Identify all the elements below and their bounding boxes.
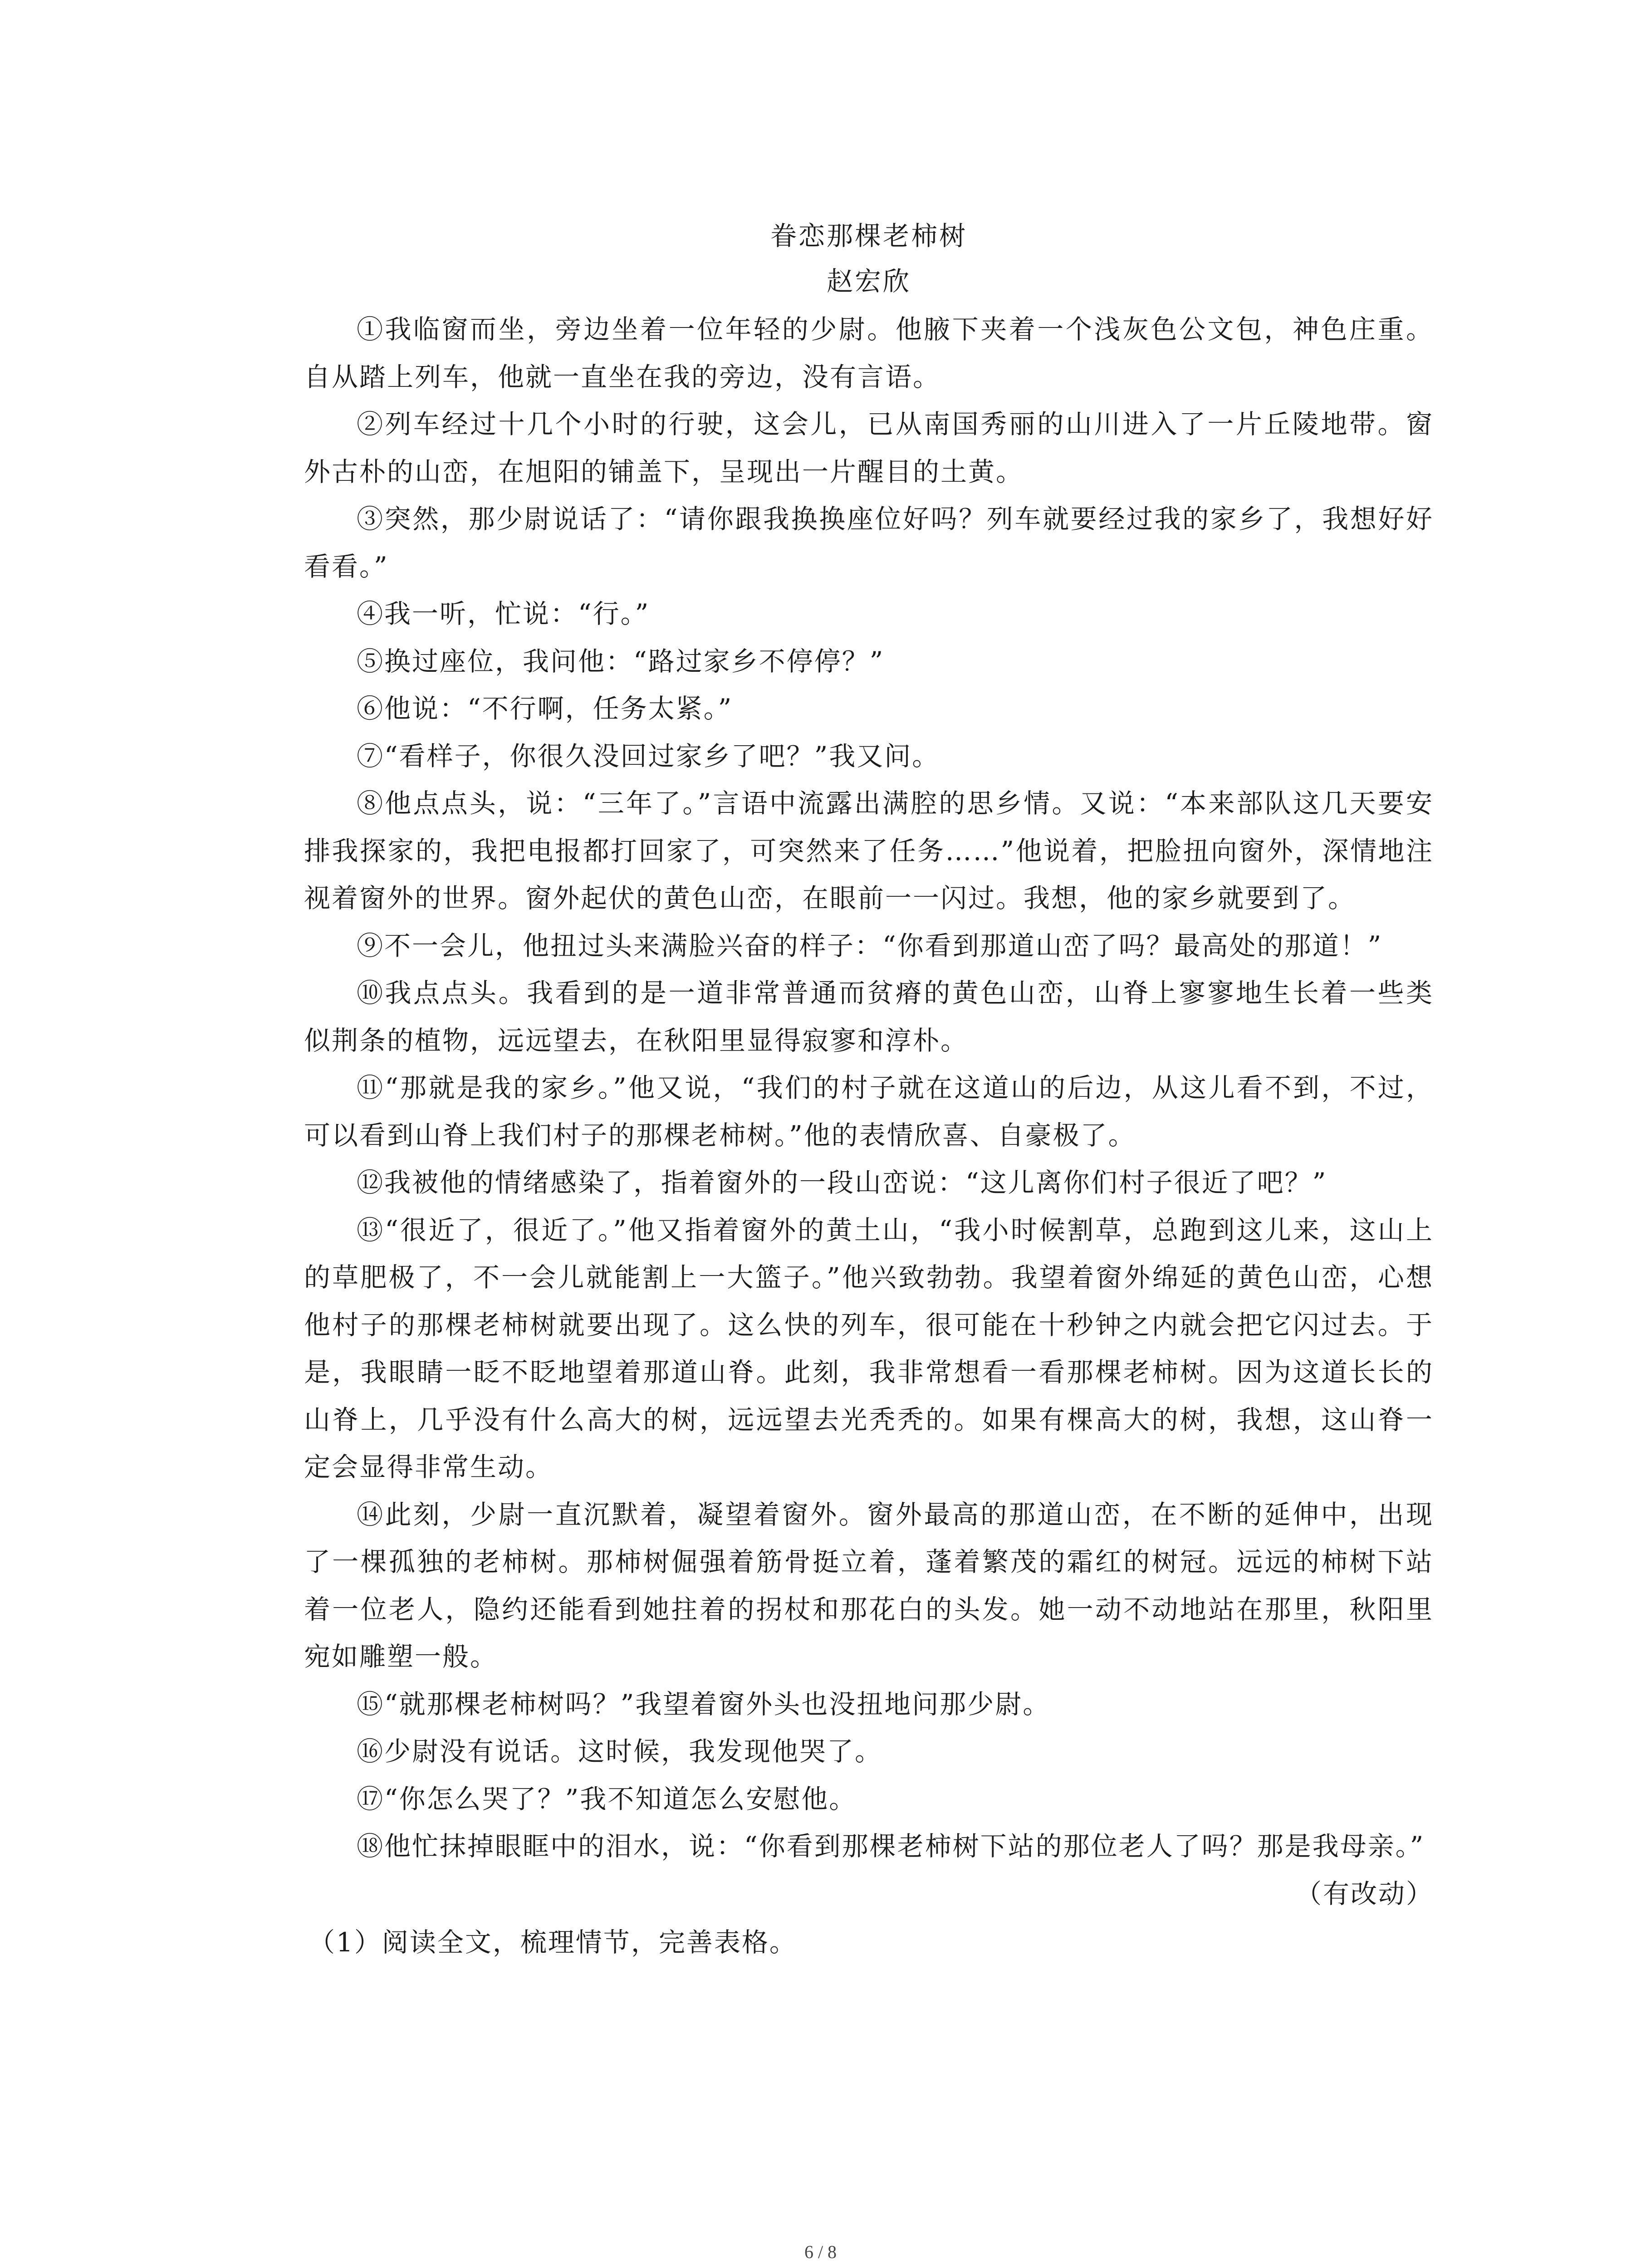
paragraph-6: ⑥他说：“不行啊，任务太紧。” — [357, 693, 733, 724]
article-author: 赵宏欣 — [826, 266, 911, 297]
paragraph-12: ⑫我被他的情绪感染了，指着窗外的一段山峦说：“这儿离你们村子很近了吧？” — [357, 1167, 1327, 1198]
paragraph-10: ⑩我点点头。我看到的是一道非常普通而贫瘠的黄色山峦，山脊上寥寥地生长着一些类似荆条的植物，远远望去，在秋阳里显得寂寥和淳朴。 — [304, 978, 1434, 1056]
paragraph-18: ⑱他忙抹掉眼眶中的泪水，说：“你看到那棵老柿树下站的那位老人了吗？那是我母亲。” — [357, 1831, 1425, 1862]
paragraph-9: ⑨不一会儿，他扭过头来满脸兴奋的样子：“你看到那道山峦了吗？最高处的那道！” — [357, 930, 1383, 961]
paragraph-3: ③突然，那少尉说话了：“请你跟我换换座位好吗？列车就要经过我的家乡了，我想好好看看。” — [304, 503, 1434, 582]
paragraph-4: ④我一听，忙说：“行。” — [357, 598, 650, 629]
paragraph-7: ⑦“看样子，你很久没回过家乡了吧？”我又问。 — [357, 740, 940, 772]
paragraph-11: ⑪“那就是我的家乡。”他又说，“我们的村子就在这道山的后边，从这儿看不到，不过，可以看到山脊上我们村子的那棵老柿树。”他的表情欣喜、自豪极了。 — [304, 1072, 1434, 1151]
article — [304, 213, 1434, 1967]
paragraph-15: ⑮“就那棵老柿树吗？”我望着窗外头也没扭地问那少尉。 — [357, 1688, 1051, 1720]
paragraph-8: ⑧他点点头，说：“三年了。”言语中流露出满腔的思乡情。又说：“本来部队这几天要安排我探家的，我把电报都打回家了，可突然来了任务……”他说着，把脸扭向窗外，深情地注视着窗外的世界。窗外起伏的黄色山峦，在眼前一一闪过。我想，他的家乡就要到了。 — [304, 788, 1434, 914]
paragraph-16: ⑯少尉没有说话。这时候，我发现他哭了。 — [357, 1736, 883, 1767]
paragraph-17: ⑰“你怎么哭了？”我不知道怎么安慰他。 — [357, 1783, 857, 1814]
paragraph-5: ⑤换过座位，我问他：“路过家乡不停停？” — [357, 645, 885, 677]
paragraph-13: ⑬“很近了，很近了。”他又指着窗外的黄土山，“我小时候割草，总跑到这儿来，这山上的草肥极了，不一会儿就能割上一大篮子。”他兴致勃勃。我望着窗外绵延的黄色山峦，心想他村子的那棵老柿树就要出现了。这么快的列车，很可能在十秒钟之内就会把它闪过去。于是，我眼睛一眨不眨地望着那道山脊。此刻，我非常想看一看那棵老柿树。因为这道长长的山脊上，几乎没有什么高大的树，远远望去光秃秃的。如果有棵高大的树，我想，这山脊一定会显得非常生动。 — [304, 1214, 1434, 1482]
paragraph-1: ①我临窗而坐，旁边坐着一位年轻的少尉。他腋下夹着一个浅灰色公文包，神色庄重。自从踏上列车，他就一直坐在我的旁边，没有言语。 — [304, 314, 1434, 392]
page-number: 6 / 8 — [804, 2242, 837, 2262]
source-note: （有改动） — [1295, 1878, 1434, 1909]
paragraph-2: ②列车经过十几个小时的行驶，这会儿，已从南国秀丽的山川进入了一片丘陵地带。窗外古朴的山峦，在旭阳的铺盖下，呈现出一片醒目的土黄。 — [304, 409, 1434, 487]
article-title: 眷恋那棵老柿树 — [770, 220, 967, 251]
question-1: （1）阅读全文，梳理情节，完善表格。 — [309, 1927, 797, 1958]
paragraph-14: ⑭此刻，少尉一直沉默着，凝望着窗外。窗外最高的那道山峦，在不断的延伸中，出现了一棵孤独的老柿树。那柿树倔强着筋骨挺立着，蓬着繁茂的霜红的树冠。远远的柿树下站着一位老人，隐约还能看到她拄着的拐杖和那花白的头发。她一动不动地站在那里，秋阳里宛如雕塑一般。 — [304, 1499, 1434, 1672]
